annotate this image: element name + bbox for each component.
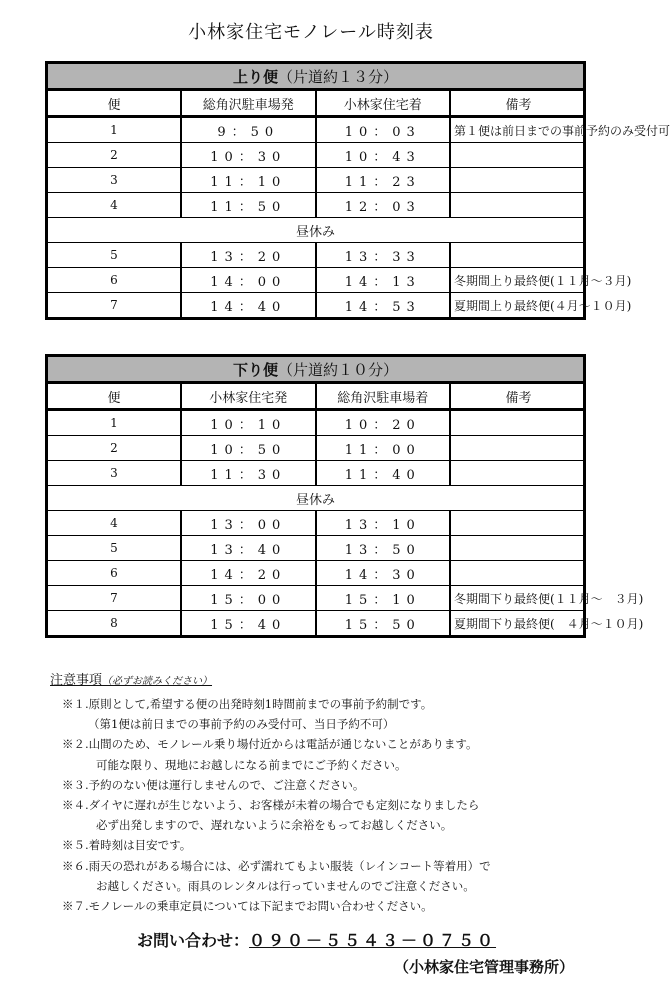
departure-time: 10：50	[181, 436, 316, 461]
trip-number: 5	[47, 243, 182, 268]
departure-time: 13：40	[181, 536, 316, 561]
table-row	[47, 243, 585, 268]
note-line: （第1便は前日までの事前予約のみ受付可、当日予約不可）	[88, 717, 395, 732]
departure-time: 13：20	[181, 243, 316, 268]
header-remarks: 備考	[450, 90, 585, 117]
trip-number: 3	[47, 168, 182, 193]
departure-time: 13：00	[181, 511, 316, 536]
header-arrival: 総角沢駐車場着	[316, 383, 451, 410]
note-line: ※１.原則として,希望する便の出発時刻1時間前までの事前予約制です。	[62, 697, 433, 711]
arrival-time: 11：23	[316, 168, 451, 193]
remarks: 夏期間上り最終便(４月～１０月)	[450, 293, 585, 319]
arrival-time: 15：50	[316, 611, 451, 637]
arrival-time: 14：30	[316, 561, 451, 586]
trip-number: 7	[47, 293, 182, 319]
header-no: 便	[47, 383, 182, 410]
header-no: 便	[47, 90, 182, 117]
notes-list	[62, 694, 491, 916]
remarks	[450, 536, 585, 561]
notes-heading	[50, 669, 212, 688]
header-remarks: 備考	[450, 383, 585, 410]
up-caption-row	[47, 63, 585, 90]
departure-time: 9：50	[181, 117, 316, 143]
remarks	[450, 561, 585, 586]
table-row	[47, 436, 585, 461]
departure-time: 11：30	[181, 461, 316, 486]
up-header-row	[47, 90, 585, 117]
table-row	[47, 536, 585, 561]
remarks: 夏期間下り最終便( ４月～１０月)	[450, 611, 585, 637]
lunch-break-label: 昼休み	[47, 486, 585, 511]
remarks	[450, 410, 585, 436]
note-line: ※３.予約のない便は運行しませんので、ご注意ください。	[62, 777, 365, 792]
up-timetable	[45, 61, 670, 320]
up-caption-duration: （片道約１３分）	[278, 67, 399, 86]
page-title: 小林家住宅モノレール時刻表	[188, 22, 434, 43]
arrival-time: 10：43	[316, 143, 451, 168]
notes-heading-sub: （必ずお読みください）	[102, 676, 213, 687]
trip-number: 2	[47, 436, 182, 461]
remarks	[450, 511, 585, 536]
down-caption	[47, 356, 585, 383]
table-row	[47, 168, 585, 193]
up-lunch-break-row	[47, 218, 585, 243]
arrival-time: 14：13	[316, 268, 451, 293]
down-caption-duration: （片道約１０分）	[278, 360, 399, 379]
table-row	[47, 117, 585, 143]
table-row	[47, 410, 585, 436]
note-line: ※７.モノレールの乗車定員については下記までお問い合わせください。	[62, 899, 433, 914]
trip-number: 6	[47, 268, 182, 293]
arrival-time: 13：33	[316, 243, 451, 268]
up-caption-bold: 上り便	[232, 67, 278, 86]
contact-line	[137, 928, 496, 951]
notes-heading-text: 注意事項	[50, 673, 103, 688]
trip-number: 3	[47, 461, 182, 486]
departure-time: 15：40	[181, 611, 316, 637]
remarks: 冬期間下り最終便(１１月～ ３月)	[450, 586, 585, 611]
header-departure: 小林家住宅発	[181, 383, 316, 410]
arrival-time: 15：10	[316, 586, 451, 611]
trip-number: 7	[47, 586, 182, 611]
departure-time: 15：00	[181, 586, 316, 611]
trip-number: 6	[47, 561, 182, 586]
contact-label: お問い合わせ：	[137, 931, 250, 950]
note-line: ※５.着時刻は目安です。	[62, 838, 192, 853]
remarks	[450, 168, 585, 193]
departure-time: 10：30	[181, 143, 316, 168]
departure-time: 14：40	[181, 293, 316, 319]
departure-time: 11：10	[181, 168, 316, 193]
down-timetable	[45, 354, 644, 638]
header-arrival: 小林家住宅着	[316, 90, 451, 117]
remarks	[450, 243, 585, 268]
trip-number: 5	[47, 536, 182, 561]
remarks	[450, 193, 585, 218]
arrival-time: 10：03	[316, 117, 451, 143]
down-header-row	[47, 383, 585, 410]
down-caption-row	[47, 356, 585, 383]
departure-time: 14：20	[181, 561, 316, 586]
arrival-time: 11：00	[316, 436, 451, 461]
trip-number: 1	[47, 117, 182, 143]
trip-number: 1	[47, 410, 182, 436]
note-line: 可能な限り、現地にお越しになる前までにご予約ください。	[96, 757, 407, 772]
remarks: 冬期間上り最終便(１１月～３月)	[450, 268, 585, 293]
table-row	[47, 461, 585, 486]
departure-time: 10：10	[181, 410, 316, 436]
table-row	[47, 586, 585, 611]
arrival-time: 11：40	[316, 461, 451, 486]
remarks: 第１便は前日までの事前予約のみ受付可	[450, 117, 585, 143]
arrival-time: 13：50	[316, 536, 451, 561]
trip-number: 4	[47, 511, 182, 536]
header-departure: 総角沢駐車場発	[181, 90, 316, 117]
remarks	[450, 461, 585, 486]
remarks	[450, 436, 585, 461]
table-row	[47, 268, 585, 293]
note-line: お越しください。雨具のレンタルは行っていませんのでご注意ください。	[96, 878, 475, 893]
note-line: 必ず出発しますので、遅れないように余裕をもってお越しください。	[96, 818, 453, 833]
table-row	[47, 561, 585, 586]
trip-number: 4	[47, 193, 182, 218]
remarks	[450, 143, 585, 168]
note-line: ※６.雨天の恐れがある場合には、必ず濡れてもよい服装（レインコート等着用）で	[62, 858, 491, 873]
table-row	[47, 143, 585, 168]
table-row	[47, 193, 585, 218]
trip-number: 8	[47, 611, 182, 637]
note-line: ※４.ダイヤに遅れが生じないよう、お客様が未着の場合でも定刻になりましたら	[62, 798, 480, 813]
note-line: ※２.山間のため、モノレール乗り場付近からは電話が通じないことがあります。	[62, 737, 478, 752]
arrival-time: 14：53	[316, 293, 451, 319]
departure-time: 11：50	[181, 193, 316, 218]
trip-number: 2	[47, 143, 182, 168]
departure-time: 14：00	[181, 268, 316, 293]
lunch-break-label: 昼休み	[47, 218, 585, 243]
table-row	[47, 611, 585, 637]
arrival-time: 13：10	[316, 511, 451, 536]
up-caption	[47, 63, 585, 90]
table-row	[47, 293, 585, 319]
contact-office: （小林家住宅管理事務所）	[393, 958, 574, 976]
down-caption-bold: 下り便	[232, 360, 278, 379]
arrival-time: 10：20	[316, 410, 451, 436]
contact-phone: ０９０－５５４３－０７５０	[249, 931, 497, 950]
arrival-time: 12：03	[316, 193, 451, 218]
table-row	[47, 511, 585, 536]
down-lunch-break-row	[47, 486, 585, 511]
